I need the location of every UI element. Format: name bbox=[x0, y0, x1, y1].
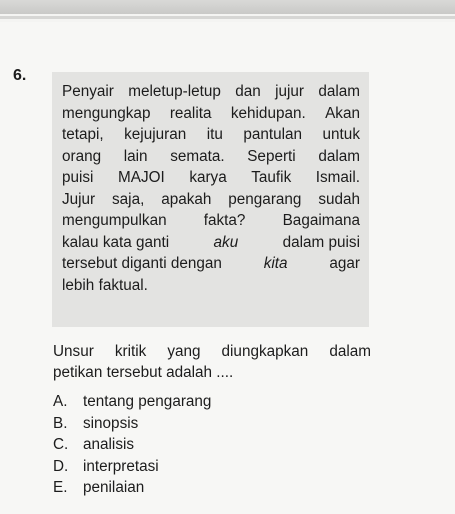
passage-line bbox=[62, 253, 360, 275]
passage-text: agar bbox=[329, 255, 360, 272]
answer-options bbox=[53, 391, 211, 499]
word: pantulan bbox=[243, 126, 303, 143]
word: orang bbox=[62, 147, 102, 165]
word: diungkapkan bbox=[221, 343, 309, 360]
word: jujur bbox=[275, 83, 304, 100]
word: apakah bbox=[161, 190, 212, 208]
option-d[interactable] bbox=[53, 456, 211, 478]
word: sudah bbox=[318, 190, 360, 208]
word: fakta? bbox=[203, 212, 246, 229]
word: untuk bbox=[322, 126, 360, 143]
question-prompt bbox=[53, 341, 371, 383]
word: Ismail. bbox=[315, 169, 360, 186]
prompt-text: petikan tersebut adalah .... bbox=[53, 364, 234, 381]
word: saja, bbox=[112, 190, 145, 208]
passage-line bbox=[62, 275, 360, 297]
passage-line bbox=[62, 232, 360, 254]
passage-line bbox=[62, 146, 360, 168]
word: semata. bbox=[170, 147, 225, 165]
word: realita bbox=[169, 104, 212, 122]
option-e[interactable] bbox=[53, 477, 211, 499]
word: Bagaimana bbox=[282, 212, 360, 229]
option-c[interactable] bbox=[53, 434, 211, 456]
passage-text: tersebut diganti dengan bbox=[62, 255, 222, 272]
word: pengarang bbox=[228, 190, 302, 208]
scan-top-band bbox=[0, 0, 455, 14]
option-letter: D. bbox=[53, 457, 69, 475]
passage-text: kalau kata ganti bbox=[62, 233, 170, 251]
passage-line bbox=[62, 124, 360, 146]
word: kritik bbox=[114, 343, 147, 360]
word: lain bbox=[123, 147, 148, 165]
word: Unsur bbox=[53, 343, 94, 360]
passage-box bbox=[52, 72, 369, 327]
word: Akan bbox=[325, 104, 360, 122]
passage-italic-word: kita bbox=[263, 255, 288, 272]
word: Jujur bbox=[62, 190, 96, 208]
word: dalam bbox=[318, 83, 360, 100]
word: MAJOI bbox=[118, 169, 165, 186]
passage-line bbox=[62, 210, 360, 232]
scan-top-line bbox=[0, 16, 455, 19]
passage-line bbox=[62, 167, 360, 189]
option-text: tentang pengarang bbox=[83, 393, 212, 410]
passage-line bbox=[62, 81, 360, 103]
word: Taufik bbox=[251, 169, 292, 186]
option-b[interactable] bbox=[53, 413, 211, 435]
option-a[interactable] bbox=[53, 391, 211, 413]
word: kejujuran bbox=[124, 126, 187, 143]
option-text: penilaian bbox=[83, 479, 145, 496]
prompt-line bbox=[53, 362, 371, 383]
option-text: interpretasi bbox=[83, 457, 159, 475]
passage-text: dalam puisi bbox=[282, 233, 360, 251]
option-letter: C. bbox=[53, 436, 69, 453]
word: Seperti bbox=[247, 147, 296, 165]
word: dalam bbox=[329, 343, 371, 360]
option-text: analisis bbox=[83, 436, 135, 453]
passage-line bbox=[62, 103, 360, 125]
word: yang bbox=[167, 343, 201, 360]
option-letter: B. bbox=[53, 414, 68, 432]
word: dan bbox=[235, 83, 261, 100]
word: Penyair bbox=[62, 83, 114, 100]
word: puisi bbox=[62, 169, 94, 186]
word: meletup-letup bbox=[128, 83, 221, 100]
option-letter: A. bbox=[53, 393, 68, 410]
option-letter: E. bbox=[53, 479, 68, 496]
word: itu bbox=[206, 126, 223, 143]
option-text: sinopsis bbox=[83, 414, 139, 432]
prompt-line bbox=[53, 341, 371, 362]
passage-italic-word: aku bbox=[213, 233, 239, 251]
word: dalam bbox=[318, 147, 360, 165]
word: mengungkap bbox=[62, 104, 151, 122]
word: mengumpulkan bbox=[62, 212, 167, 229]
word: karya bbox=[189, 169, 227, 186]
word: tetapi, bbox=[62, 126, 104, 143]
passage-text: lebih faktual. bbox=[62, 276, 148, 294]
passage-line bbox=[62, 189, 360, 211]
question-number: 6. bbox=[13, 67, 27, 84]
word: kehidupan. bbox=[230, 104, 306, 122]
